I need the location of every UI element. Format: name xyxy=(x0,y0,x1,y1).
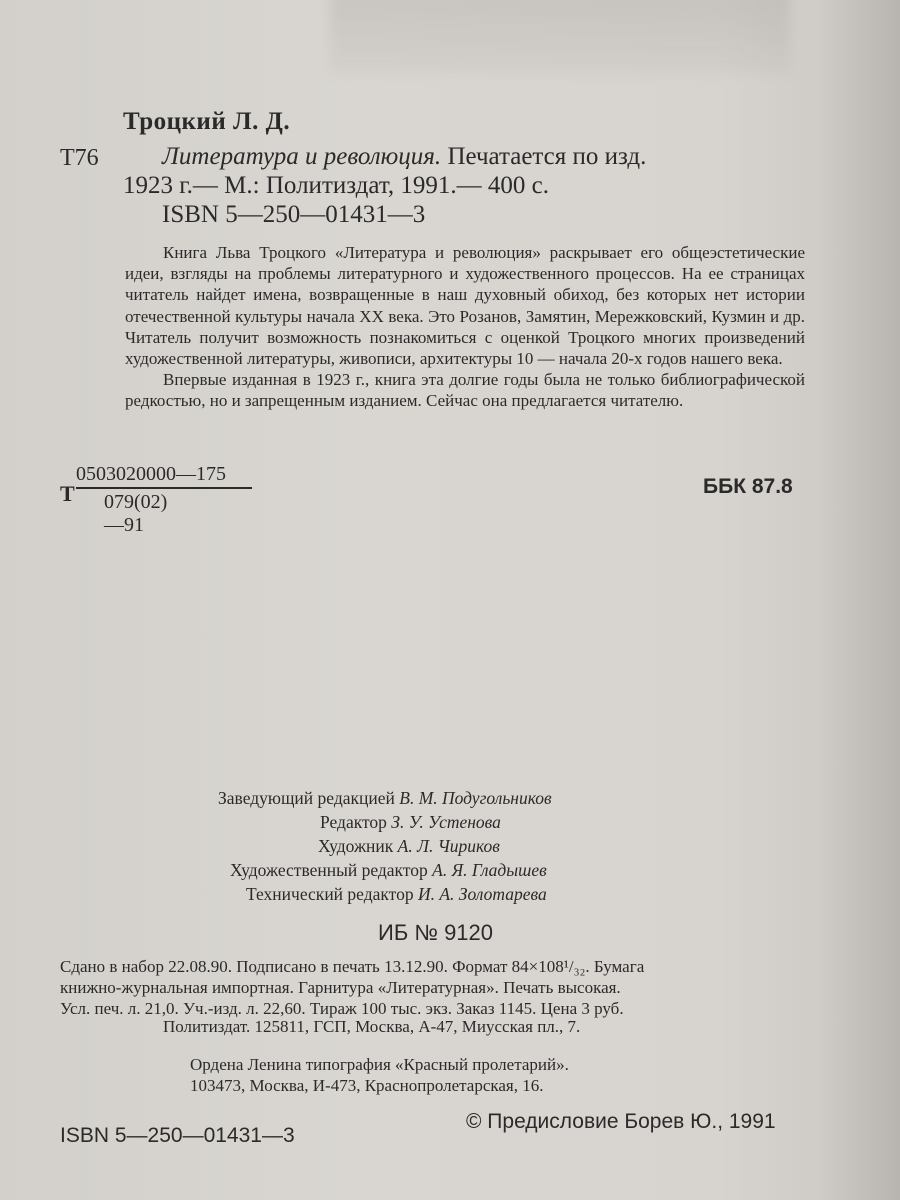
isbn-top: ISBN 5—250—01431—3 xyxy=(162,201,426,228)
credit-role: Художественный редактор xyxy=(230,860,428,880)
credit-person: А. Л. Чириков xyxy=(397,836,500,856)
print-line: книжно-журнальная импортная. Гарнитура «Литературная». Печать высокая. xyxy=(60,978,621,997)
annotation-paragraph-1: Книга Льва Троцкого «Литература и революция» раскрывает его общеэстетические идеи, взгляды на проблемы литературного и художественного процессов. На ее страницах читатель найдет имена, возвращенные в наш духовный обиход, без которых нет истории отечественной культуры начала XX века. Это Розанов, Замятин, Мережковский, Кузмин и др. Читатель получит возможность познакомиться с оценкой Троцкого многих произведений художественной литературы, живописи, архитектуры 10 — начала 20-х годов нашего века. xyxy=(125,243,805,369)
book-title-line xyxy=(162,143,646,171)
page-edge-shadow xyxy=(820,0,900,1200)
printing-house xyxy=(190,1054,569,1096)
credit-line xyxy=(320,812,501,833)
fraction-letter: Т xyxy=(60,481,75,506)
credit-person: В. М. Подугольников xyxy=(399,788,552,808)
publisher-address: Политиздат. 125811, ГСП, Москва, А-47, Миусская пл., 7. xyxy=(163,1017,581,1036)
annotation xyxy=(125,242,805,412)
bbk-code: ББК 87.8 xyxy=(703,475,793,498)
printing-house-line: Ордена Ленина типография «Красный пролетарий». xyxy=(190,1055,569,1074)
copyright-notice: © Предисловие Борев Ю., 1991 xyxy=(466,1110,776,1133)
book-title: Литература и революция. xyxy=(162,143,442,170)
print-details xyxy=(60,956,800,1019)
print-line: Сдано в набор 22.08.90. Подписано в печать 13.12.90. Формат 84×108¹/₃₂. Бумага xyxy=(60,957,645,976)
fraction-numerator: 0503020000—175 xyxy=(76,463,252,489)
credit-person: А. Я. Гладышев xyxy=(432,860,547,880)
credit-line xyxy=(246,884,547,905)
printing-house-line: 103473, Москва, И-473, Краснопролетарская, 16. xyxy=(190,1076,544,1095)
fraction-denominator: 079(02)—91 xyxy=(104,491,168,536)
bleed-through-shadow xyxy=(330,0,790,74)
credit-role: Технический редактор xyxy=(246,884,414,904)
credit-role: Художник xyxy=(318,836,394,856)
ib-number: ИБ № 9120 xyxy=(378,920,494,945)
credit-line xyxy=(230,860,547,881)
annotation-paragraph-2: Впервые изданная в 1923 г., книга эта долгие годы была не только библиографической редкостью, но и запрещенным изданием. Сейчас она предлагается читателю. xyxy=(125,370,805,411)
credit-line xyxy=(218,788,552,809)
imprint-line: 1923 г.— М.: Политиздат, 1991.— 400 с. xyxy=(123,172,549,199)
credit-role: Редактор xyxy=(320,812,387,832)
print-line: Усл. печ. л. 21,0. Уч.-изд. л. 22,60. Тираж 100 тыс. экз. Заказ 1145. Цена 3 руб. xyxy=(60,999,624,1018)
classification-code: Т76 xyxy=(60,145,99,171)
credit-person: И. А. Золотарева xyxy=(417,884,547,904)
author-name: Троцкий Л. Д. xyxy=(123,108,291,135)
credit-role: Заведующий редакцией xyxy=(218,788,395,808)
credit-line xyxy=(318,836,500,857)
book-title-note: Печатается по изд. xyxy=(441,143,647,170)
credit-person: З. У. Устенова xyxy=(391,812,501,832)
isbn-bottom: ISBN 5—250—01431—3 xyxy=(60,1124,295,1147)
